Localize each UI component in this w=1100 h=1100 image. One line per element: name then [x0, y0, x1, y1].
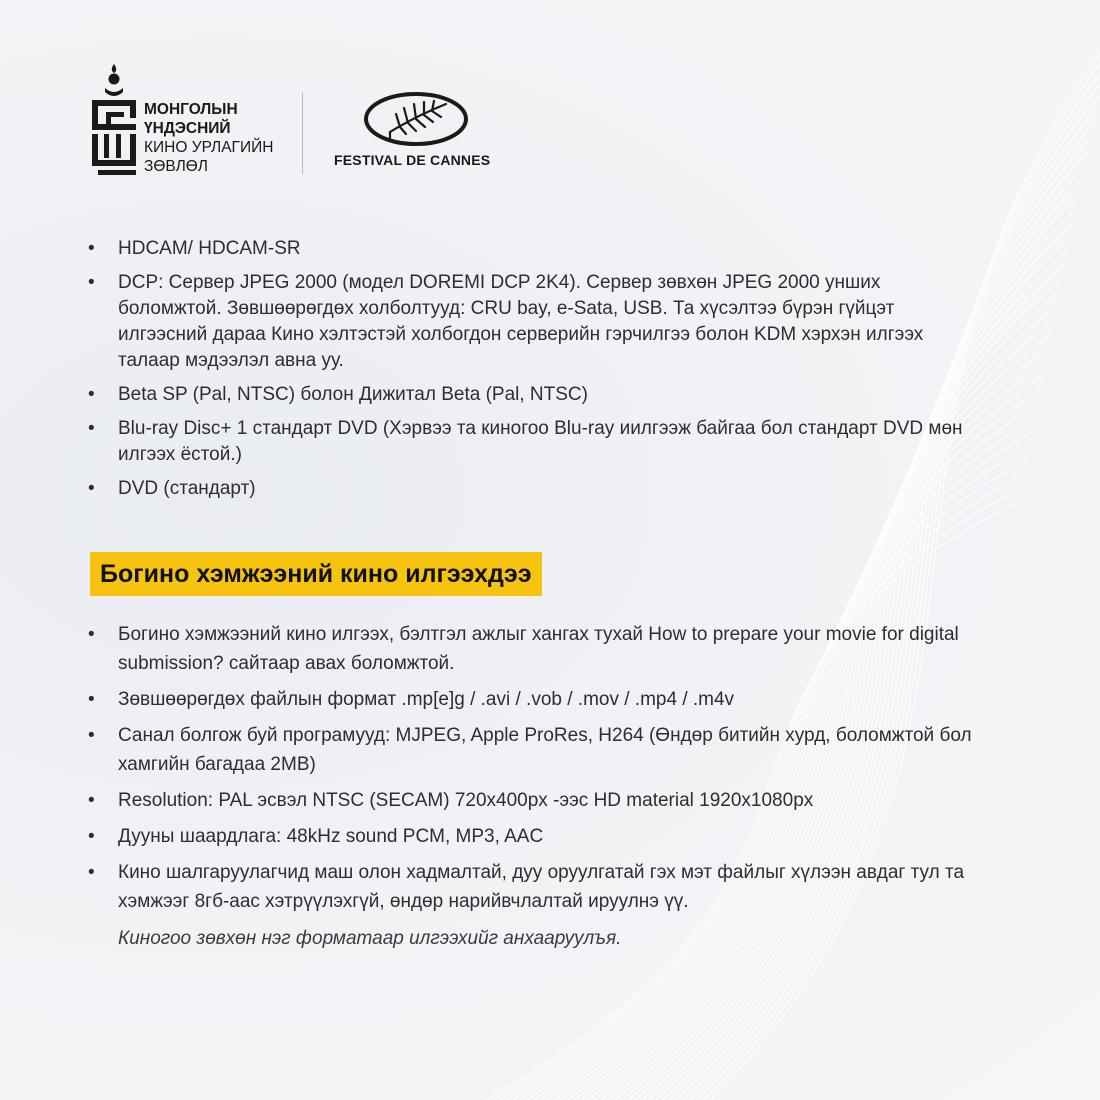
bullet-point: •	[88, 624, 95, 645]
palm-leaf-icon	[360, 90, 472, 148]
bullet-point: •	[88, 826, 95, 847]
list-item	[88, 382, 988, 408]
council-name-line3: КИНО УРЛАГИЙН	[144, 139, 274, 156]
council-logo	[88, 62, 278, 177]
festival-logo	[334, 90, 494, 170]
bullet-point: •	[88, 418, 95, 439]
bullet-point: •	[88, 272, 95, 293]
bullet-point: •	[88, 238, 95, 259]
list-item-text: HDCAM/ HDCAM-SR	[118, 238, 301, 259]
bullet-point: •	[88, 862, 95, 883]
section-heading-badge	[90, 552, 542, 596]
list-item-text: Beta SP (Pal, NTSC) болон Дижитал Beta (Pal, NTSC)	[118, 384, 588, 405]
bullet-point: •	[88, 384, 95, 405]
list-item	[88, 236, 988, 262]
list-item-text: Санал болгож буй програмууд: MJPEG, Apple ProRes, H264 (Өндөр битийн хурд, боломжтой бол хамгийн багадаа 2MB)	[118, 725, 972, 775]
bullet-point: •	[88, 725, 95, 746]
format-note: Киногоо зөвхөн нэг форматаар илгээхийг анхааруулъя.	[118, 928, 622, 949]
list-item-text: DVD (стандарт)	[118, 478, 256, 499]
list-item-text: Resolution: PAL эсвэл NTSC (SECAM) 720x400px -ээс HD material 1920x1080px	[118, 790, 814, 811]
list-item-text: Blu-ray Disc+ 1 стандарт DVD (Хэрвээ та киногоо Blu-ray иилгээж байгаа бол стандарт DVD мөн илгээх ёстой.)	[118, 418, 963, 465]
formats-list	[88, 236, 988, 510]
bullet-point: •	[88, 478, 95, 499]
bullet-point: •	[88, 790, 95, 811]
soyombo-emblem-icon	[88, 62, 140, 177]
list-item-text: Зөвшөөрөгдөх файлын формат .mp[e]g / .avi / .vob / .mov / .mp4 / .m4v	[118, 689, 735, 710]
list-item-text: Богино хэмжээний кино илгээх, бэлтгэл ажлыг хангах тухай How to prepare your movie for digital submission? сайтаар авах боломжтой.	[118, 624, 959, 674]
council-name-line2: ҮНДЭСНИЙ	[144, 120, 231, 137]
bullet-point: •	[88, 689, 95, 710]
council-name-line4: ЗӨВЛӨЛ	[144, 158, 208, 175]
list-item	[88, 416, 988, 468]
council-name-line1: МОНГОЛЫН	[144, 101, 238, 118]
section-heading: Богино хэмжээний кино илгээхдээ	[100, 559, 532, 588]
list-item	[88, 786, 988, 815]
list-item	[88, 858, 988, 916]
festival-label: FESTIVAL DE CANNES	[334, 152, 491, 168]
list-item	[88, 620, 988, 678]
list-item-text: DCP: Сервер JPEG 2000 (модел DOREMI DCP 2K4). Сервер зөвхөн JPEG 2000 унших боломжтой. Зөвшөөрөгдөх холболтууд: CRU bay, e-Sata, USB. Та хүсэлтээ бүрэн гүйцэт илгээсний дараа Кино хэлтэстэй холбогдон серверийн гэрчилгээ болон KDM хэрхэн илгээх талаар мэдээлэл авна уу.	[118, 272, 924, 371]
list-item	[88, 270, 988, 374]
list-item	[88, 476, 988, 502]
header	[88, 62, 508, 177]
list-item-text: Кино шалгаруулагчид маш олон хадмалтай, дуу оруулгатай гэх мэт файлыг хүлээн авдаг тул та хэмжээг 8гб-аас хэтрүүлэхгүй, өндөр нарийвчлалтай ируулнэ үү.	[118, 862, 965, 912]
list-item-text: Дууны шаардлага: 48kHz sound PCM, MP3, AAC	[118, 826, 544, 847]
logo-divider	[302, 92, 303, 174]
short-film-list	[88, 620, 988, 923]
list-item	[88, 822, 988, 851]
list-item	[88, 721, 988, 779]
list-item	[88, 685, 988, 714]
